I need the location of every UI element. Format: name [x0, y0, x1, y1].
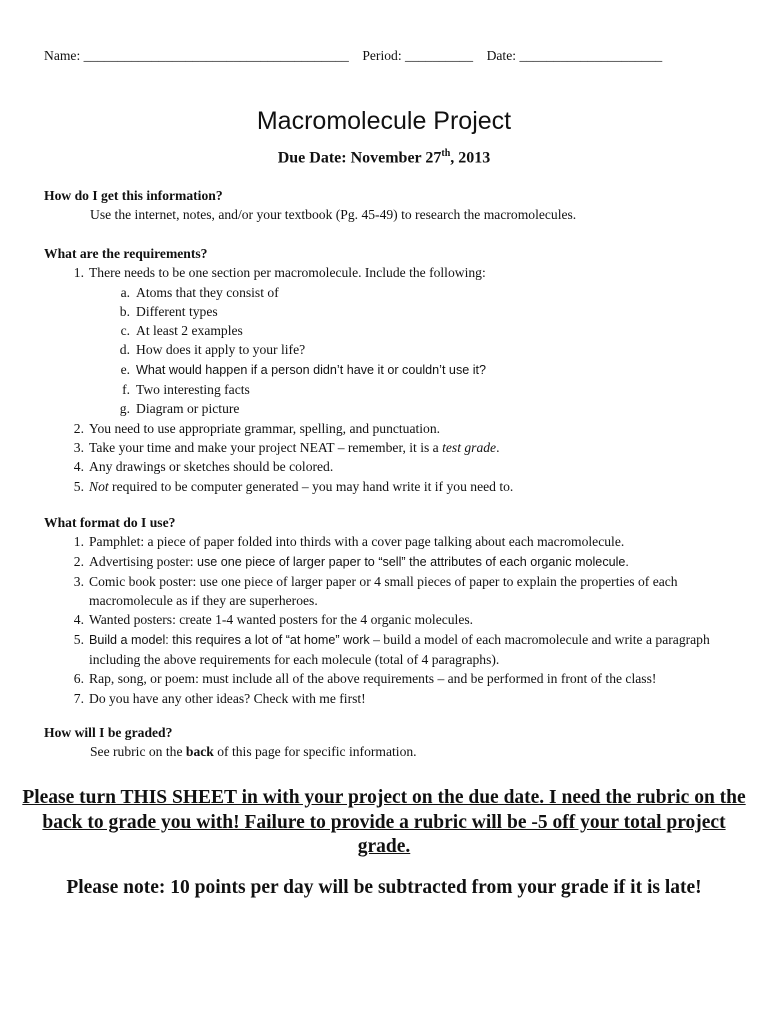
sub-item-letter: b. — [119, 303, 130, 319]
item-text-sans: use one piece of larger paper to “sell” the attributes of each organic molecule. — [196, 554, 629, 569]
item-number: 1. — [73, 534, 84, 550]
list-item — [44, 419, 734, 438]
period-label: Period: — [362, 48, 402, 63]
item-number: 3. — [73, 439, 84, 455]
item-text: Rap, song, or poem: must include all of the above requirements – and be performed in front of the class! — [89, 671, 657, 687]
item-number: 7. — [73, 690, 84, 706]
sub-list-item — [44, 360, 734, 380]
list-item — [44, 552, 734, 572]
sub-item-letter: f. — [122, 382, 130, 398]
list-item — [44, 457, 734, 476]
item-text: There needs to be one section per macromolecule. Include the following: — [89, 265, 486, 281]
header-fields — [44, 46, 734, 65]
item-number: 5. — [73, 478, 84, 494]
sub-item-letter: d. — [119, 342, 130, 358]
item-emphasis: Not — [89, 478, 109, 494]
sub-item-text: Different types — [136, 303, 218, 319]
sub-item-letter: g. — [119, 401, 130, 417]
list-item — [44, 689, 734, 708]
item-number: 6. — [73, 671, 84, 687]
grading-body — [44, 742, 734, 761]
sub-item-letter: e. — [120, 361, 130, 377]
sub-item-letter: a. — [120, 284, 130, 300]
list-item — [44, 572, 734, 611]
sub-item-text: Diagram or picture — [136, 401, 240, 417]
item-emphasis: test grade — [442, 439, 497, 455]
due-date-suffix: , 2013 — [450, 149, 491, 167]
due-date — [0, 143, 768, 169]
sub-list-item — [44, 283, 734, 302]
list-item — [44, 669, 734, 688]
item-number: 5. — [73, 631, 84, 647]
grading-emphasis: back — [185, 744, 214, 760]
info-heading: How do I get this information? — [44, 188, 223, 203]
period-blank: __________ — [405, 48, 473, 63]
grading-text-end: of this page for specific information. — [213, 744, 417, 760]
item-number: 4. — [73, 612, 84, 628]
sub-item-text: At least 2 examples — [136, 323, 243, 339]
format-section — [44, 513, 734, 708]
grading-heading: How will I be graded? — [44, 725, 173, 740]
date-blank: _____________________ — [519, 48, 663, 63]
due-date-sup: th — [441, 148, 451, 159]
sub-list-item — [44, 380, 734, 399]
requirements-heading: What are the requirements? — [44, 246, 208, 261]
item-text: Pamphlet: a piece of paper folded into thirds with a cover page talking about each macromolecule. — [89, 534, 625, 550]
sub-item-text: How does it apply to your life? — [136, 342, 306, 358]
item-number: 2. — [73, 553, 84, 569]
page-title: Macromolecule Project — [256, 107, 512, 135]
info-section — [44, 186, 734, 225]
item-text-sans: Build a model: this requires a lot of “at home” work — [89, 632, 370, 647]
name-label: Name: — [44, 48, 81, 63]
item-text: – build a model of each macromolecule and write a paragraph including the above requirements for each molecule (total of 4 paragraphs). — [89, 631, 710, 668]
sub-item-text: What would happen if a person didn’t have it or couldn’t use it? — [136, 362, 487, 377]
turn-in-warning: Please turn THIS SHEET in with your project on the due date. I need the rubric on the back to grade you with! Failure to provide a rubric will be -5 off your total project grade. — [22, 787, 746, 857]
late-penalty-note: Please note: 10 points per day will be subtracted from your grade if it is late! — [66, 877, 702, 898]
format-heading: What format do I use? — [44, 515, 176, 530]
grading-text: See rubric on the — [90, 744, 186, 760]
sub-item-letter: c. — [120, 323, 130, 339]
list-item — [44, 532, 734, 551]
sub-list-item — [44, 321, 734, 340]
list-item — [44, 477, 734, 496]
sub-list-item — [44, 399, 734, 418]
grading-section — [44, 723, 734, 762]
sub-list-item — [44, 302, 734, 321]
item-number: 1. — [73, 265, 84, 281]
sub-item-text: Atoms that they consist of — [136, 284, 279, 300]
item-text: required to be computer generated – you may hand write it if you need to. — [108, 478, 514, 494]
item-text: You need to use appropriate grammar, spelling, and punctuation. — [89, 420, 441, 436]
sub-item-text: Two interesting facts — [136, 382, 250, 398]
info-body: Use the internet, notes, and/or your textbook (Pg. 45-49) to research the macromolecules. — [90, 207, 577, 223]
item-number: 3. — [73, 573, 84, 589]
item-text: Take your time and make your project NEAT – remember, it is a — [89, 439, 443, 455]
item-number: 2. — [73, 420, 84, 436]
list-item — [44, 630, 734, 670]
list-item — [44, 438, 734, 457]
item-text: Any drawings or sketches should be colored. — [89, 459, 334, 475]
date-label: Date: — [486, 48, 517, 63]
due-date-prefix: Due Date: November 27 — [277, 149, 442, 167]
sub-list-item — [44, 340, 734, 359]
item-text: Wanted posters: create 1-4 wanted posters for the 4 organic molecules. — [89, 612, 474, 628]
name-blank: _______________________________________ — [83, 48, 349, 63]
item-text-end: . — [496, 439, 500, 455]
item-text: Comic book poster: use one piece of larger paper or 4 small pieces of paper to explain the properties of each macromolecule as if they are superheroes. — [89, 573, 678, 609]
list-item — [44, 263, 734, 282]
item-text: Advertising poster: — [89, 553, 197, 569]
item-number: 4. — [73, 459, 84, 475]
list-item — [44, 610, 734, 629]
item-text: Do you have any other ideas? Check with me first! — [89, 690, 366, 706]
requirements-section — [44, 244, 734, 496]
